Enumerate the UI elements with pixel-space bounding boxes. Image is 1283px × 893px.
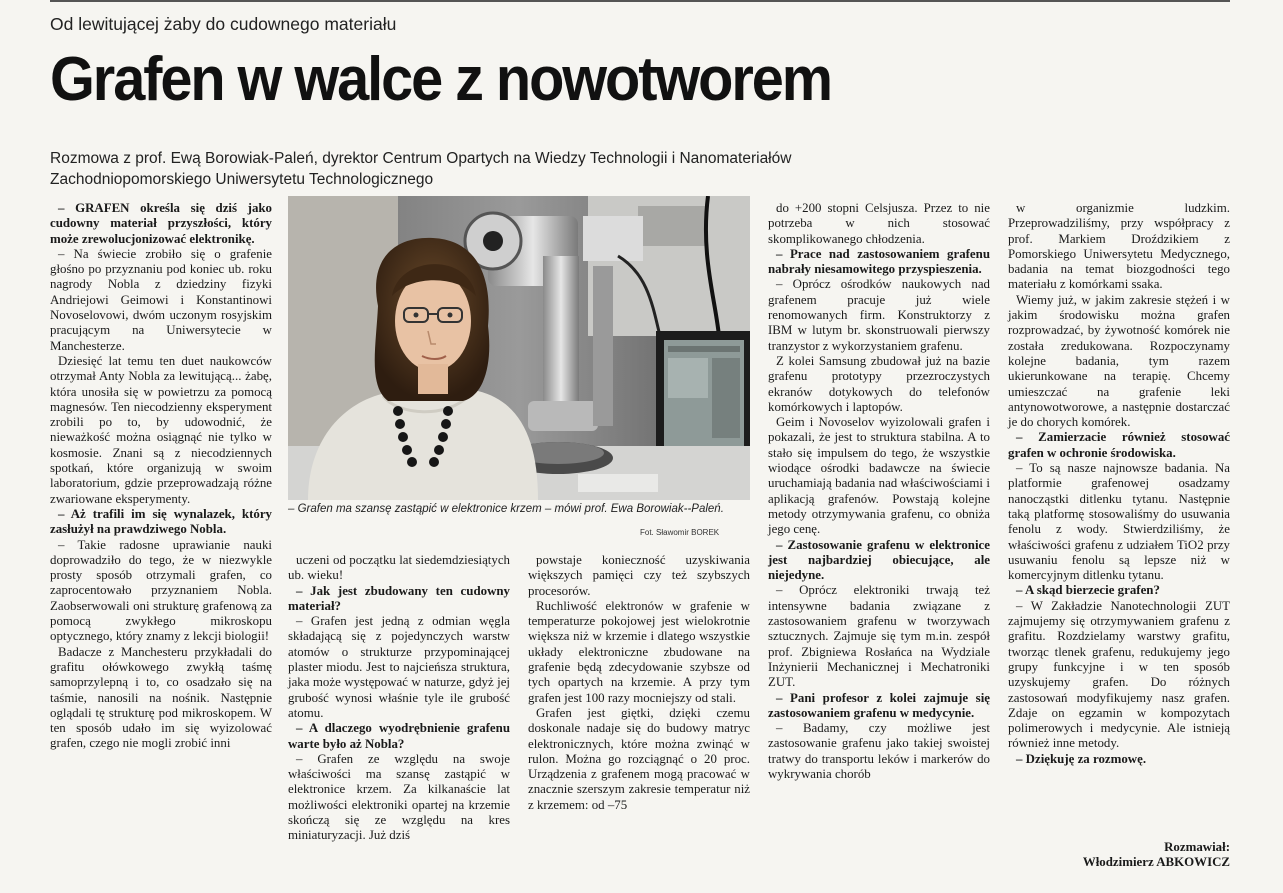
article-headline: Grafen w walce z nowotworem [50,45,832,114]
text-column-5 [1008,201,1230,767]
body-paragraph: – Takie radosne uprawianie nauki doprowadziło do tego, że w niezwykle prosty sposób otrzymali grafen, co zaprocentowało przyznaniem Nobla. Zaobserwowali oni strukturę grafenową za pomocą zwykłego mikroskopu optycznego, który znamy z lekcji biologii! [50,537,272,644]
interview-question: – Dziękuję za rozmowę. [1016,751,1147,766]
body-paragraph: – Oprócz ośrodków naukowych nad grafenem pracuje już wiele renomowanych firm. Konstruktorzy z IBM w lutym br. skonstruowali pierwszy tranzystor z wykorzystaniem grafenu. [768,277,990,353]
text-column-4 [768,201,990,782]
top-rule [50,0,1230,5]
text-column-1 [50,201,272,752]
signature-name: Włodzimierz ABKOWICZ [1082,855,1230,869]
photo-illustration [288,196,750,500]
body-paragraph: uczeni od początku lat siedemdziesiątych ub. wieku! [288,553,510,583]
body-paragraph: Wiemy już, w jakim zakresie stężeń i w jakim środowisku można grafen rozprowadzać, by żywotność komórek nie została zredukowana. Rozpoczynamy kolejne badania, tym razem ukierunkowane na terapię. Chcemy umieszczać na grafenie leki antynowotworowe, a następnie dostarczać je do chorych komórek. [1008,292,1230,430]
interview-question: – Zastosowanie grafenu w elektronice jest najbardziej obiecujące, ale niejedyne. [768,537,990,583]
body-paragraph: Dziesięć lat temu ten duet naukowców otrzymał Anty Nobla za lewitującą... żabę, która unosiła się w powietrzu za pomocą magnesów. Ten niecodzienny eksperyment zrobili po to, by udowodnić, że nieważkość można osiągnąć nie tylko w kosmosie. Znani są z niecodziennych spotkań, które organizują w swoim laboratorium, gdzie przeprowadzają różne zwariowane eksperymenty. [50,353,272,506]
article-photo [288,196,750,500]
signature [1040,840,1230,870]
body-paragraph: Geim i Novoselov wyizolowali grafen i pokazali, że jest to struktura stabilna. A to stało się impulsem do tego, że wszystkie wiodące ośrodki badawcze na świecie uruchamiają badania nad właściwościami i aplikacją grafenów. Powstają kolejne metody otrzymywania grafenu, co obniża jego cenę. [768,415,990,537]
interview-question: – A dlaczego wyodrębnienie grafenu warte było aż Nobla? [288,721,510,751]
text-column-2 [288,553,510,844]
article-kicker: Od lewitującej żaby do cudownego materiału [50,14,397,34]
body-paragraph: – W Zakładzie Nanotechnologii ZUT zajmujemy się otrzymywaniem grafenu z grafitu. Rozdzielamy warstwy grafitu, tworząc tlenek grafenu, redukujemy jego grupy funkcyjne i w ten sposób uzyskujemy grafen. Do różnych zastosowań modyfikujemy nasz grafen. Zdaje on egzamin w kompozytach polimerowych i medycynie. Ale istnieją również inne metody. [1008,598,1230,751]
text-column-3 [528,553,750,813]
article-lead [50,148,910,190]
lead-line-1: Rozmowa z prof. Ewą Borowiak-Paleń, dyrektor Centrum Opartych na Wiedzy Technologii i Nanomateriałów [50,150,792,167]
body-paragraph: – To są nasze najnowsze badania. Na platformie grafenowej osadzamy nanocząstki ditlenku tytanu. Następnie taką platformę stosowaliśmy do usuwania fenolu z wody. Stwierdziliśmy, że właściwości grafenu z udziałem TiO2 przy usuwaniu fenolu są lepsze niż w komercyjnym ditlenku tytanu. [1008,461,1230,583]
interview-question: – Prace nad zastosowaniem grafenu nabrały niesamowitego przyspieszenia. [768,246,990,277]
signature-label: Rozmawiał: [1164,840,1230,854]
body-paragraph: Ruchliwość elektronów w grafenie w temperaturze pokojowej jest wielokrotnie większa niż w krzemie i dlatego wszystkie układy elektroniczne zbudowane na grafenie będą zdecydowanie szybsze od tych opartych na krzemie. A przy tym grafen jest 100 razy mocniejszy od stali. [528,598,750,705]
body-paragraph: – Grafen jest jedną z odmian węgla składającą się z pojedynczych warstw atomów o strukturze przypominającej plaster miodu. Jest to najcieńsza struktura, jaka może występować w naturze, gdyż jej grubość wynosi właśnie tyle ile grubość atomu. [288,614,510,720]
body-paragraph: – Badamy, czy możliwe jest zastosowanie grafenu jako takiej swoistej tratwy do transportu leków i markerów do wykrywania chorób [768,721,990,781]
interview-question: – Jak jest zbudowany ten cudowny materiał? [288,583,510,613]
interview-question: – Pani profesor z kolei zajmuje się zastosowaniem grafenu w medycynie. [768,690,990,720]
body-paragraph: powstaje konieczność uzyskiwania większych pamięci czy też szybszych procesorów. [528,553,750,598]
body-paragraph: Grafen jest giętki, dzięki czemu doskonale nadaje się do budowy matryc elektronicznych, które można zwinąć w rulon. Można go rozciągnąć o 20 proc. Urządzenia z grafenem mogą pracować w znacznie szerszym zakresie temperatur niż z krzemem: od –75 [528,705,750,812]
body-paragraph: Badacze z Manchesteru przykładali do grafitu ołówkowego zwykłą taśmę samoprzylepną i to, co osadzało się na taśmie, nanosili na nośnik. Następnie oglądali tę strukturę pod mikroskopem. W ten sposób udało im się wyizolować grafen, czego nie mogli zrobić inni [50,644,272,751]
body-paragraph: Z kolei Samsung zbudował już na bazie grafenu prototypy przezroczystych ekranów dotykowych do telefonów komórkowych i laptopów. [768,353,990,414]
interview-question: – A skąd bierzecie grafen? [1016,583,1160,598]
interview-question: – Zamierzacie również stosować grafen w ochronie środowiska. [1008,430,1230,460]
interview-question: – Aż trafili im się wynalazek, który zasłużył na prawdziwego Nobla. [50,506,272,537]
body-paragraph: – Oprócz elektroniki trwają też intensywne badania związane z zastosowaniem grafenu w tworzywach sztucznych. Zajmuje się tym m.in. zespół prof. Zbigniewa Rosłańca na Wydziale Inżynierii Mechanicznej i Mechatroniki ZUT. [768,583,990,690]
lead-line-2: Zachodniopomorskiego Uniwersytetu Technologicznego [50,171,434,188]
photo-credit: Fot. Sławomir BOREK [640,528,720,537]
body-paragraph: do +200 stopni Celsjusza. Przez to nie potrzeba w nich stosować skomplikowanego chłodzenia. [768,201,990,246]
photo-caption: – Grafen ma szansę zastąpić w elektronice krzem – mówi prof. Ewa Borowiak--Paleń. [288,503,724,515]
body-paragraph: w organizmie ludzkim. Przeprowadziliśmy, przy współpracy z prof. Markiem Droździkiem z Pomorskiego Uniwersytetu Medycznego, badania na temat biozgodności tego materiału z komórkami ssaka. [1008,201,1230,292]
body-paragraph: – Na świecie zrobiło się o grafenie głośno po przyznaniu pod koniec ub. roku nagrody Nobla z dziedziny fizyki Andriejowi Geimowi i Konstantinowi Novoselovowi, dwóm uczonym rosyjskim pracującym na Uniwersytecie w Manchesterze. [50,246,272,353]
body-paragraph: – Grafen ze względu na swoje właściwości ma szansę zastąpić w elektronice krzem. Za kilkanaście lat możliwości elektroniki opartej na krzemie skończą się ze względu na kres miniaturyzacji. Już dziś [288,751,510,843]
interview-question: – GRAFEN określa się dziś jako cudowny materiał przyszłości, który może zrewolucjonizować elektronikę. [50,201,272,246]
